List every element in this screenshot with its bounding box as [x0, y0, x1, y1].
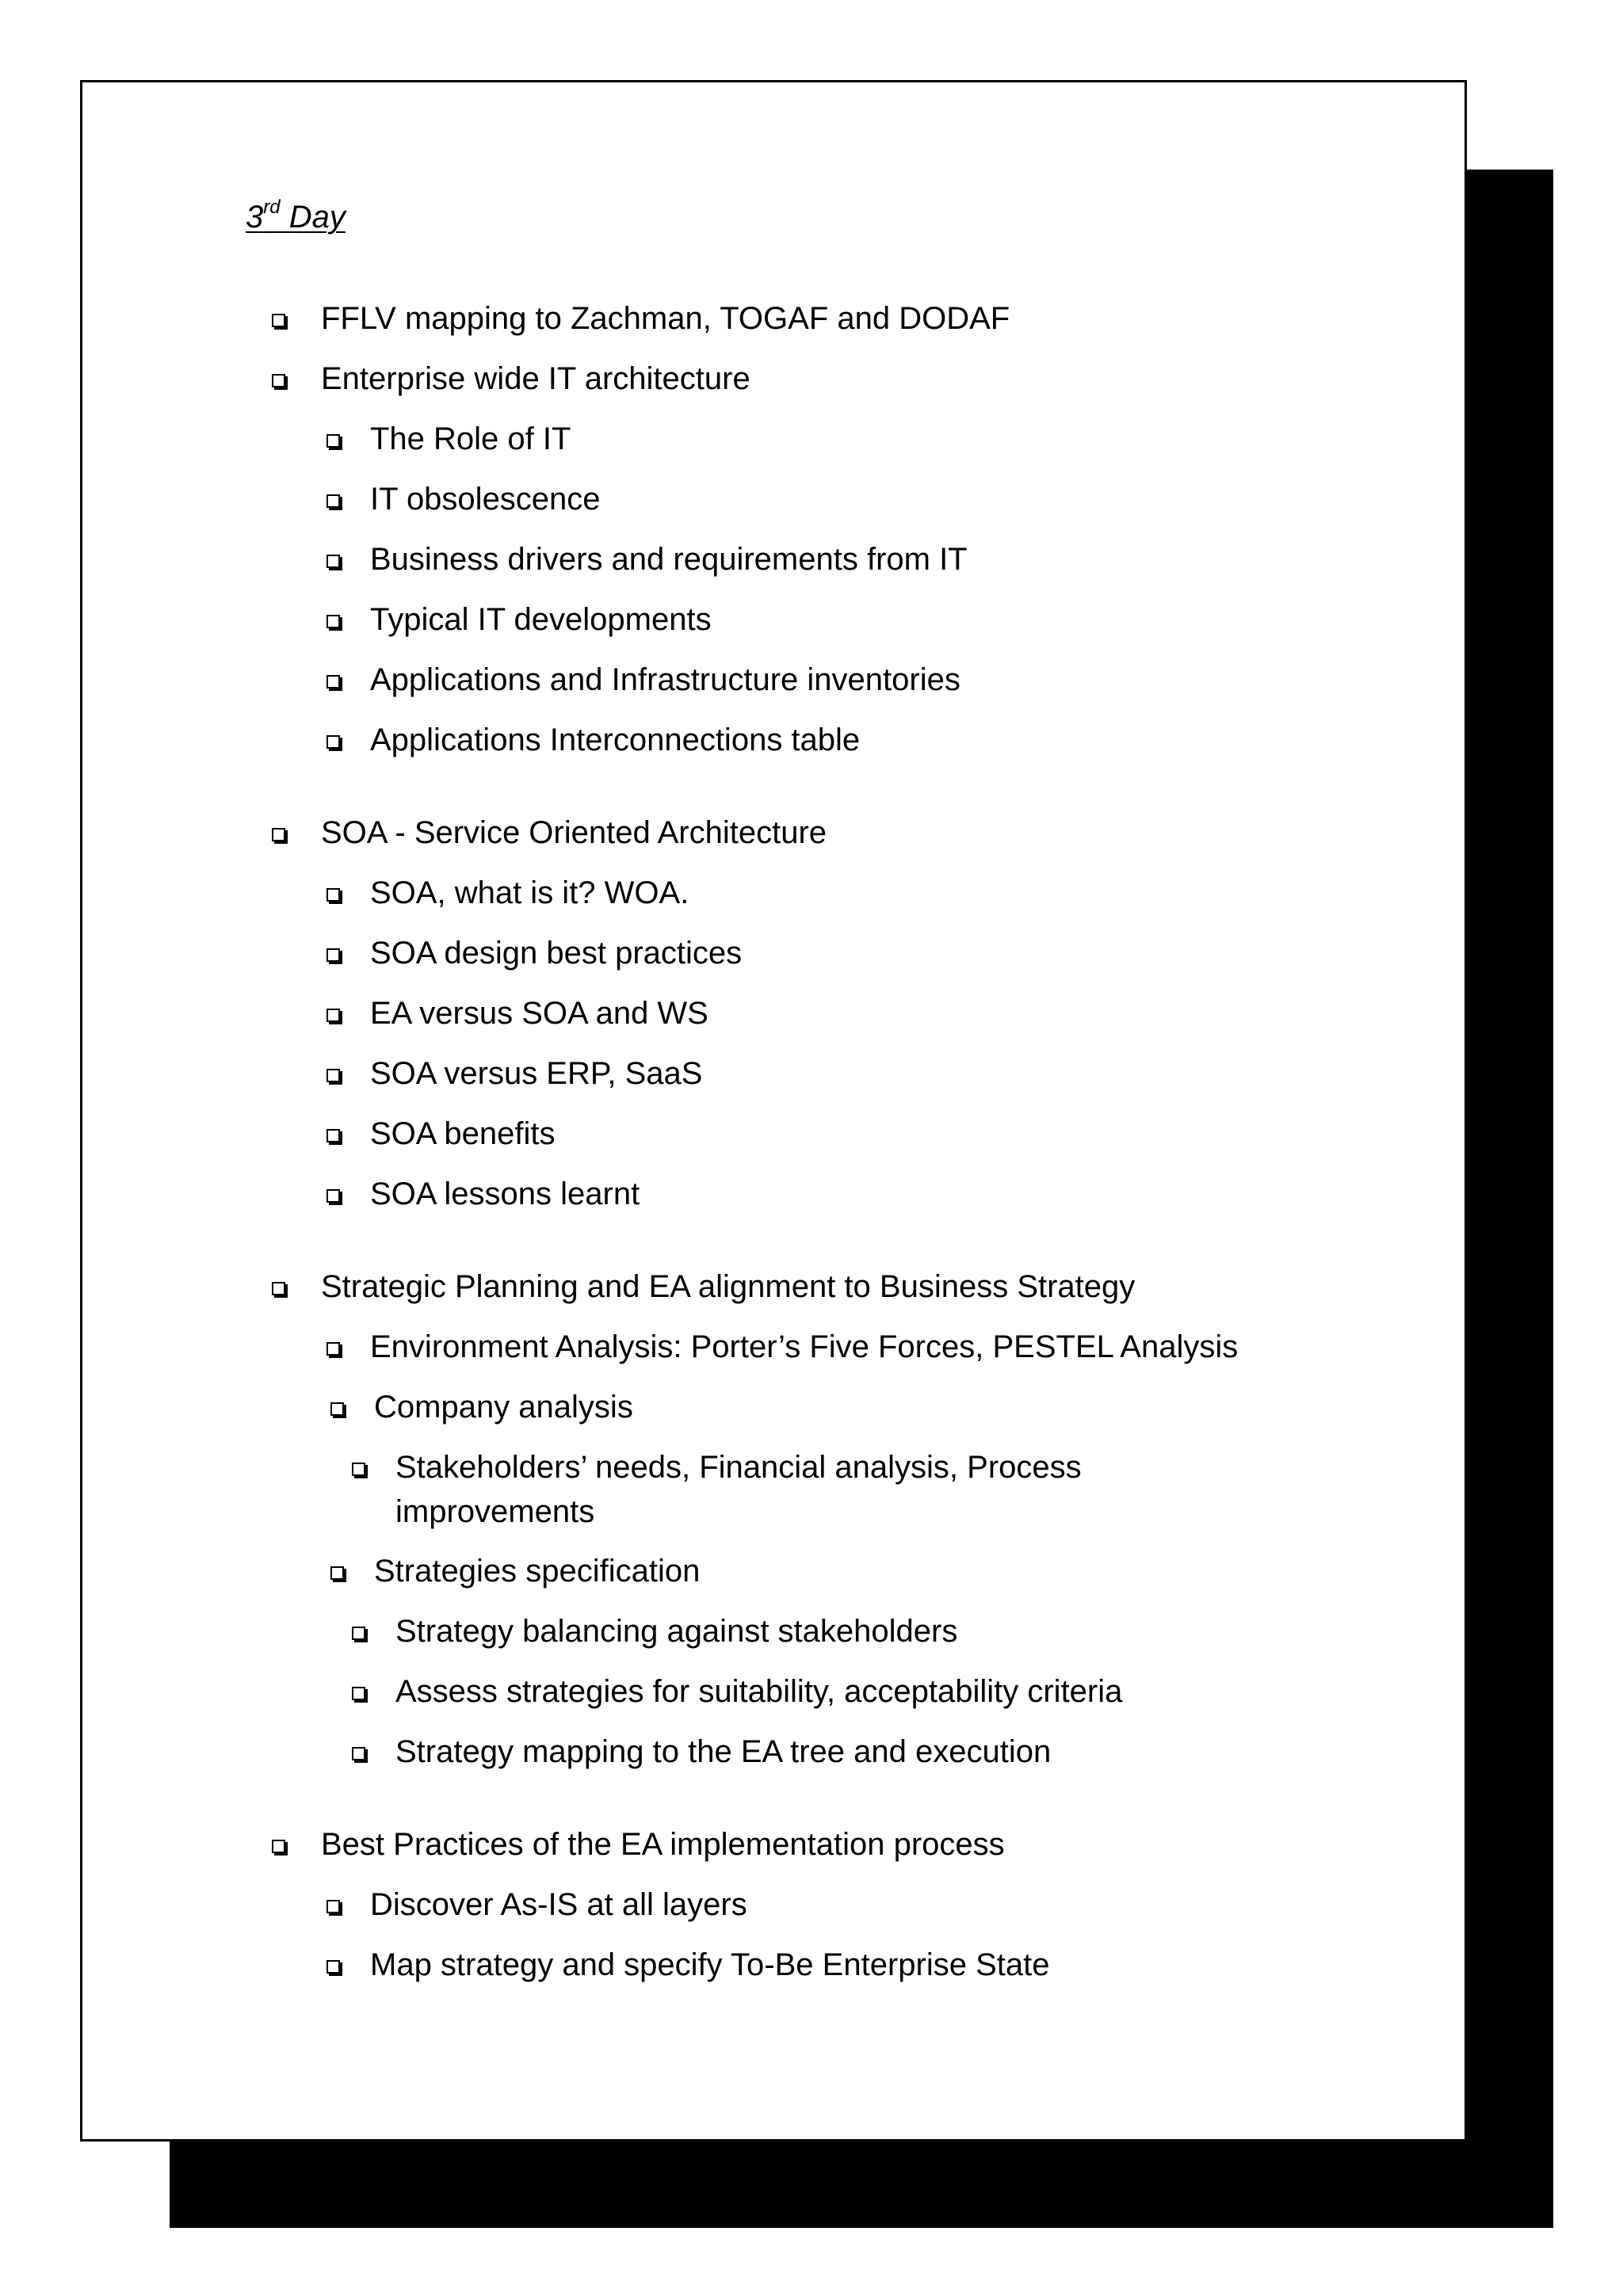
- outline-subsubitem-text: Strategy mapping to the EA tree and execution: [395, 1734, 1052, 1769]
- outline-subitem-text: Discover As-IS at all layers: [370, 1887, 747, 1922]
- outline-item-text: FFLV mapping to Zachman, TOGAF and DODAF: [321, 301, 1010, 336]
- outline-subitem-text: Business drivers and requirements from IT: [370, 542, 968, 577]
- outline-item: [321, 357, 750, 401]
- square-bullet-icon: [272, 314, 285, 327]
- square-bullet-icon: [330, 1402, 344, 1416]
- outline-subitem-text: Typical IT developments: [370, 602, 712, 637]
- square-bullet-icon: [272, 828, 285, 841]
- title-ordinal: 3: [246, 200, 264, 235]
- outline-subitem-text: SOA, what is it? WOA.: [370, 875, 689, 910]
- square-bullet-icon: [327, 615, 340, 628]
- outline-subitem: [370, 871, 689, 915]
- square-bullet-icon: [272, 374, 285, 387]
- outline-subitem: [370, 1172, 640, 1216]
- outline-subitem: [370, 537, 968, 582]
- outline-subitem: [370, 417, 571, 461]
- outline-subitem-text: Applications Interconnections table: [370, 723, 861, 757]
- outline-subitem-text: The Role of IT: [370, 421, 571, 456]
- square-bullet-icon: [327, 1960, 340, 1974]
- outline-subitem: [370, 658, 960, 702]
- square-bullet-icon: [272, 1840, 285, 1853]
- square-bullet-icon: [327, 1069, 340, 1082]
- square-bullet-icon: [327, 1342, 340, 1356]
- outline-subitem: [370, 1325, 1238, 1369]
- outline-subitem-text: SOA design best practices: [370, 936, 743, 971]
- outline-subitem-text: Environment Analysis: Porter’s Five Forces, PESTEL Analysis: [370, 1329, 1239, 1364]
- square-bullet-icon: [327, 735, 340, 749]
- outline-subitem-text: EA versus SOA and WS: [370, 996, 708, 1031]
- outline-subitem: [370, 1943, 1049, 1987]
- outline-item: [321, 1822, 1005, 1867]
- outline-item-text: SOA - Service Oriented Architecture: [321, 815, 827, 850]
- square-bullet-icon: [327, 948, 340, 962]
- square-bullet-icon: [327, 675, 340, 688]
- outline-subitem-text: SOA versus ERP, SaaS: [370, 1056, 703, 1091]
- outline-item: [321, 810, 827, 855]
- square-bullet-icon: [352, 1627, 365, 1640]
- outline-subitem: [370, 1882, 747, 1927]
- outline-subitem: [370, 1051, 702, 1096]
- square-bullet-icon: [327, 888, 340, 902]
- square-bullet-icon: [327, 434, 340, 448]
- outline-subitem-text: SOA benefits: [370, 1116, 556, 1151]
- outline-subitem: [370, 718, 860, 762]
- square-bullet-icon: [327, 494, 340, 508]
- outline-subitem: [370, 477, 601, 521]
- outline-item-text: Strategic Planning and EA alignment to Business Strategy: [321, 1269, 1136, 1304]
- outline-subitem: [374, 1549, 700, 1593]
- title-word: Day: [288, 200, 346, 235]
- square-bullet-icon: [352, 1463, 365, 1476]
- outline-subitem-text: IT obsolescence: [370, 482, 601, 517]
- outline-subsubitem: [395, 1730, 1051, 1774]
- square-bullet-icon: [352, 1687, 365, 1700]
- outline-subitem: [370, 597, 712, 642]
- square-bullet-icon: [327, 555, 340, 568]
- square-bullet-icon: [327, 1129, 340, 1142]
- square-bullet-icon: [327, 1900, 340, 1913]
- outline-subitem-text: Map strategy and specify To-Be Enterprise State: [370, 1947, 1050, 1982]
- outline-subitem: [374, 1385, 633, 1429]
- outline-subsubitem-text: Stakeholders’ needs, Financial analysis, Process improvements: [395, 1450, 1082, 1529]
- title-ordinal-suffix: rd: [263, 196, 281, 218]
- square-bullet-icon: [327, 1009, 340, 1022]
- outline-subsubitem: [395, 1445, 1188, 1534]
- outline-subsubitem: [395, 1609, 957, 1653]
- outline-subitem-text: Company analysis: [374, 1390, 633, 1425]
- outline-item: [321, 296, 1010, 341]
- square-bullet-icon: [330, 1566, 344, 1580]
- outline-subitem: [370, 1112, 555, 1156]
- outline-subitem: [370, 931, 742, 975]
- outline-subitem-text: Strategies specification: [374, 1554, 701, 1589]
- square-bullet-icon: [272, 1282, 285, 1295]
- outline-item: [321, 1264, 1135, 1309]
- square-bullet-icon: [352, 1747, 365, 1760]
- outline-subitem-text: Applications and Infrastructure inventories: [370, 662, 960, 697]
- outline-subitem: [370, 991, 708, 1035]
- square-bullet-icon: [327, 1189, 340, 1203]
- outline-subsubitem-text: Assess strategies for suitability, acceptability criteria: [395, 1674, 1123, 1709]
- outline-subitem-text: SOA lessons learnt: [370, 1177, 640, 1211]
- outline-subsubitem: [395, 1669, 1122, 1714]
- outline-item-text: Enterprise wide IT architecture: [321, 361, 750, 396]
- outline-item-text: Best Practices of the EA implementation process: [321, 1827, 1005, 1862]
- outline-subsubitem-text: Strategy balancing against stakeholders: [395, 1614, 958, 1649]
- page-title: [246, 193, 346, 241]
